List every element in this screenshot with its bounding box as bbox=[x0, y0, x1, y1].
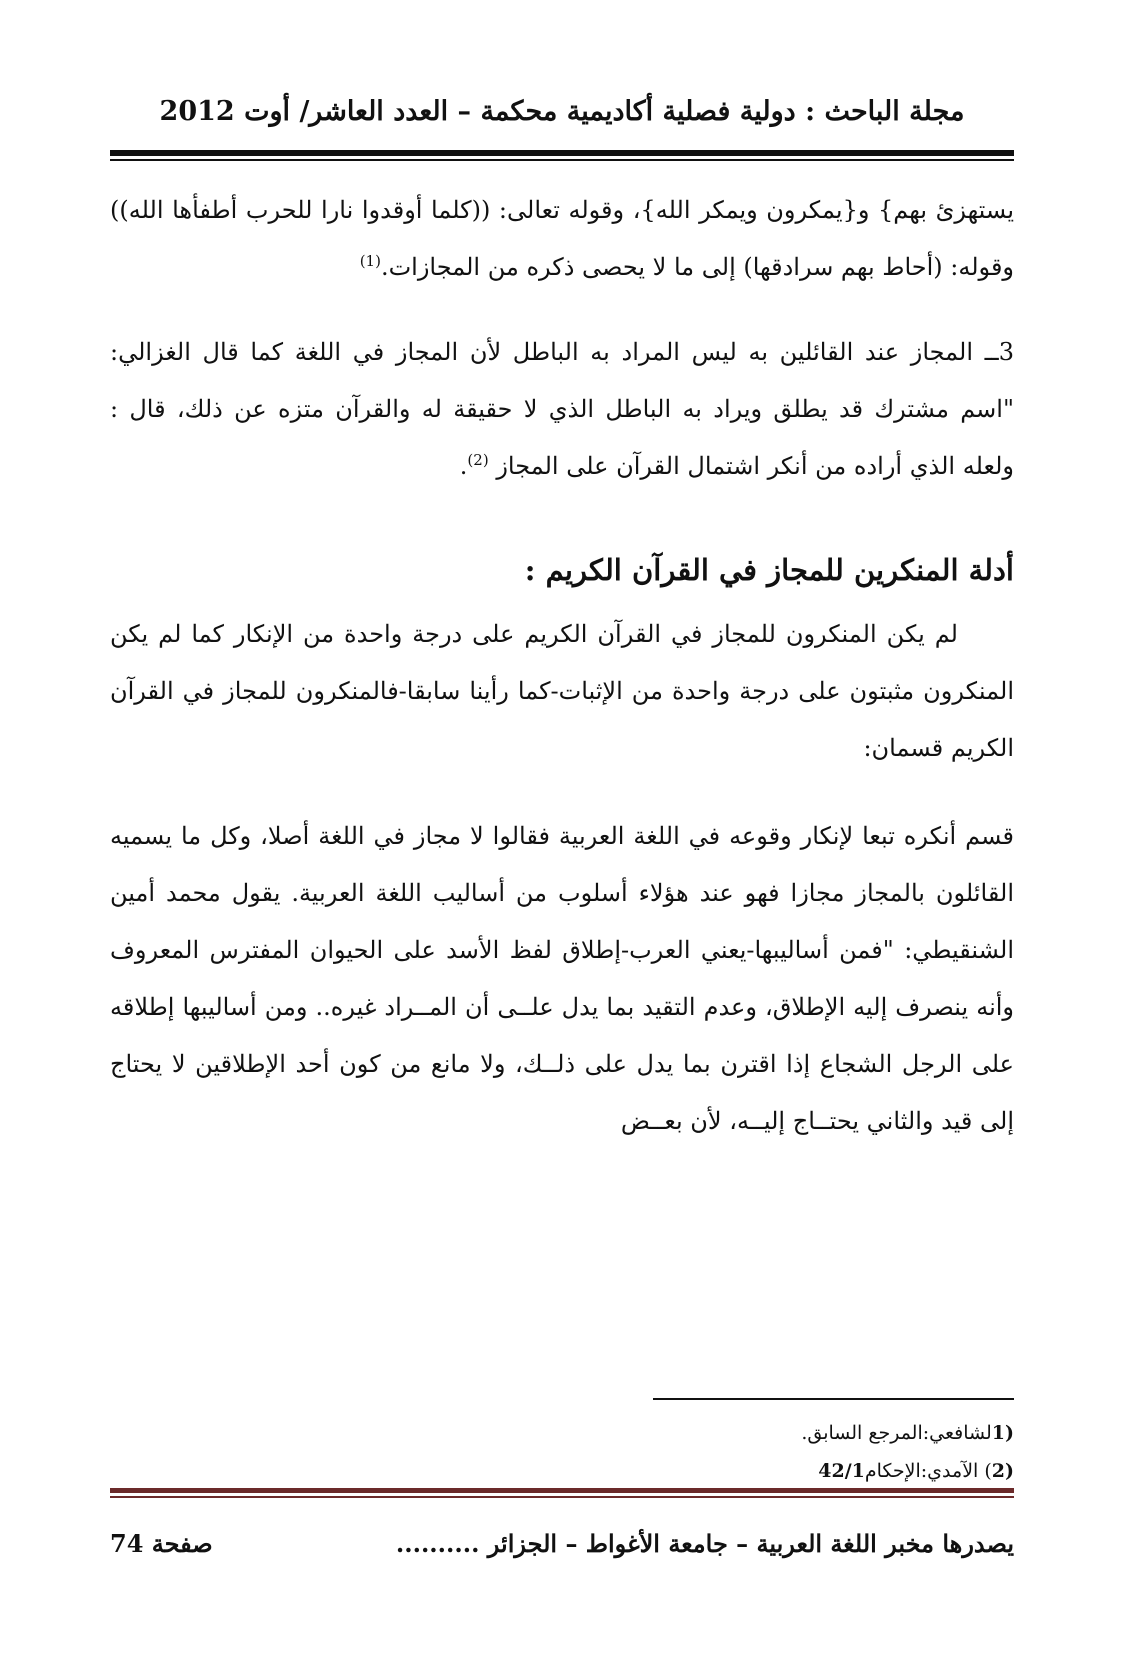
footnote-1-number: (1 bbox=[991, 1422, 1014, 1444]
paragraph-3 bbox=[110, 606, 1014, 777]
journal-header: مجلة الباحث : دولية فصلية أكاديمية محكمة – العدد العاشر/ أوت 2012 bbox=[159, 96, 965, 127]
footer-rule-thin bbox=[110, 1496, 1014, 1498]
paragraph-2 bbox=[110, 324, 1014, 495]
publisher-line: يصدرها مخبر اللغة العربية – جامعة الأغواط – الجزائر .......... bbox=[395, 1529, 1014, 1558]
footnotes bbox=[110, 1414, 1014, 1490]
footnote-separator bbox=[653, 1398, 1014, 1400]
footnote-ref-1: (1) bbox=[359, 252, 381, 270]
paragraph-2-text: 3ــ المجاز عند القائلين به ليس المراد به الباطل لأن المجاز في اللغة كما قال الغزالي: "اسم مشترك قد يطلق ويراد به الباطل الذي لا حقيقة له والقرآن متزه عن ذلك، قال : ولعله الذي أراده من أنكر اشتمال القرآن على المجاز bbox=[110, 338, 1014, 480]
footnote-2-ref: 42/1 bbox=[818, 1460, 865, 1482]
footnote-1-text: لشافعي:المرجع السابق. bbox=[801, 1422, 992, 1444]
paragraph-1-text: يستهزئ بهم} و{يمكرون ويمكر الله}، وقوله تعالى: ((كلما أوقدوا نارا للحرب أطفأها الله)) وقوله: (أحاط بهم سرادقها) إلى ما لا يحصى ذكره من المجازات. bbox=[110, 196, 1014, 281]
footnote-ref-2: (2) bbox=[467, 451, 489, 469]
page-footer bbox=[110, 1524, 1014, 1564]
paragraph-3-text: لم يكن المنكرون للمجاز في القرآن الكريم على درجة واحدة من الإنكار كما لم يكن المنكرون مثبتون على درجة واحدة من الإثبات-كما رأينا سابقا-فالمنكرون للمجاز في القرآن الكريم قسمان: bbox=[110, 620, 1014, 762]
paragraph-1 bbox=[110, 182, 1014, 296]
paragraph-4 bbox=[110, 808, 1014, 1150]
footer-rule bbox=[110, 1488, 1014, 1493]
footnote-2 bbox=[110, 1452, 1014, 1490]
footnote-2-number: (2 bbox=[991, 1460, 1014, 1482]
footnote-2-text: ) الآمدي:الإحكام bbox=[864, 1460, 992, 1482]
footnote-1 bbox=[110, 1414, 1014, 1452]
header-rule bbox=[110, 150, 1014, 156]
section-title: أدلة المنكرين للمجاز في القرآن الكريم : bbox=[524, 553, 1014, 587]
header-rule-thin bbox=[110, 159, 1014, 161]
paragraph-4-text: قسم أنكره تبعا لإنكار وقوعه في اللغة العربية فقالوا لا مجاز في اللغة أصلا، وكل ما يسميه القائلون بالمجاز مجازا فهو عند هؤلاء أسلوب من أساليب اللغة العربية. يقول محمد أمين الشنقيطي: "فمن أساليبها-يعني العرب-إطلاق لفظ الأسد على الحيوان المفترس المعروف وأنه ينصرف إليه الإطلاق، وعدم التقيد بما يدل علــى أن المــراد غيره.. ومن أساليبها إطلاقه على الرجل الشجاع إذا اقترن بما يدل على ذلــك، ولا مانع من كون أحد الإطلاقين لا يحتاج إلى قيد والثاني يحتــاج إليــه، لأن بعــض bbox=[110, 822, 1015, 1135]
page-number: صفحة 74 bbox=[110, 1529, 213, 1558]
paragraph-2-end: . bbox=[459, 452, 468, 480]
